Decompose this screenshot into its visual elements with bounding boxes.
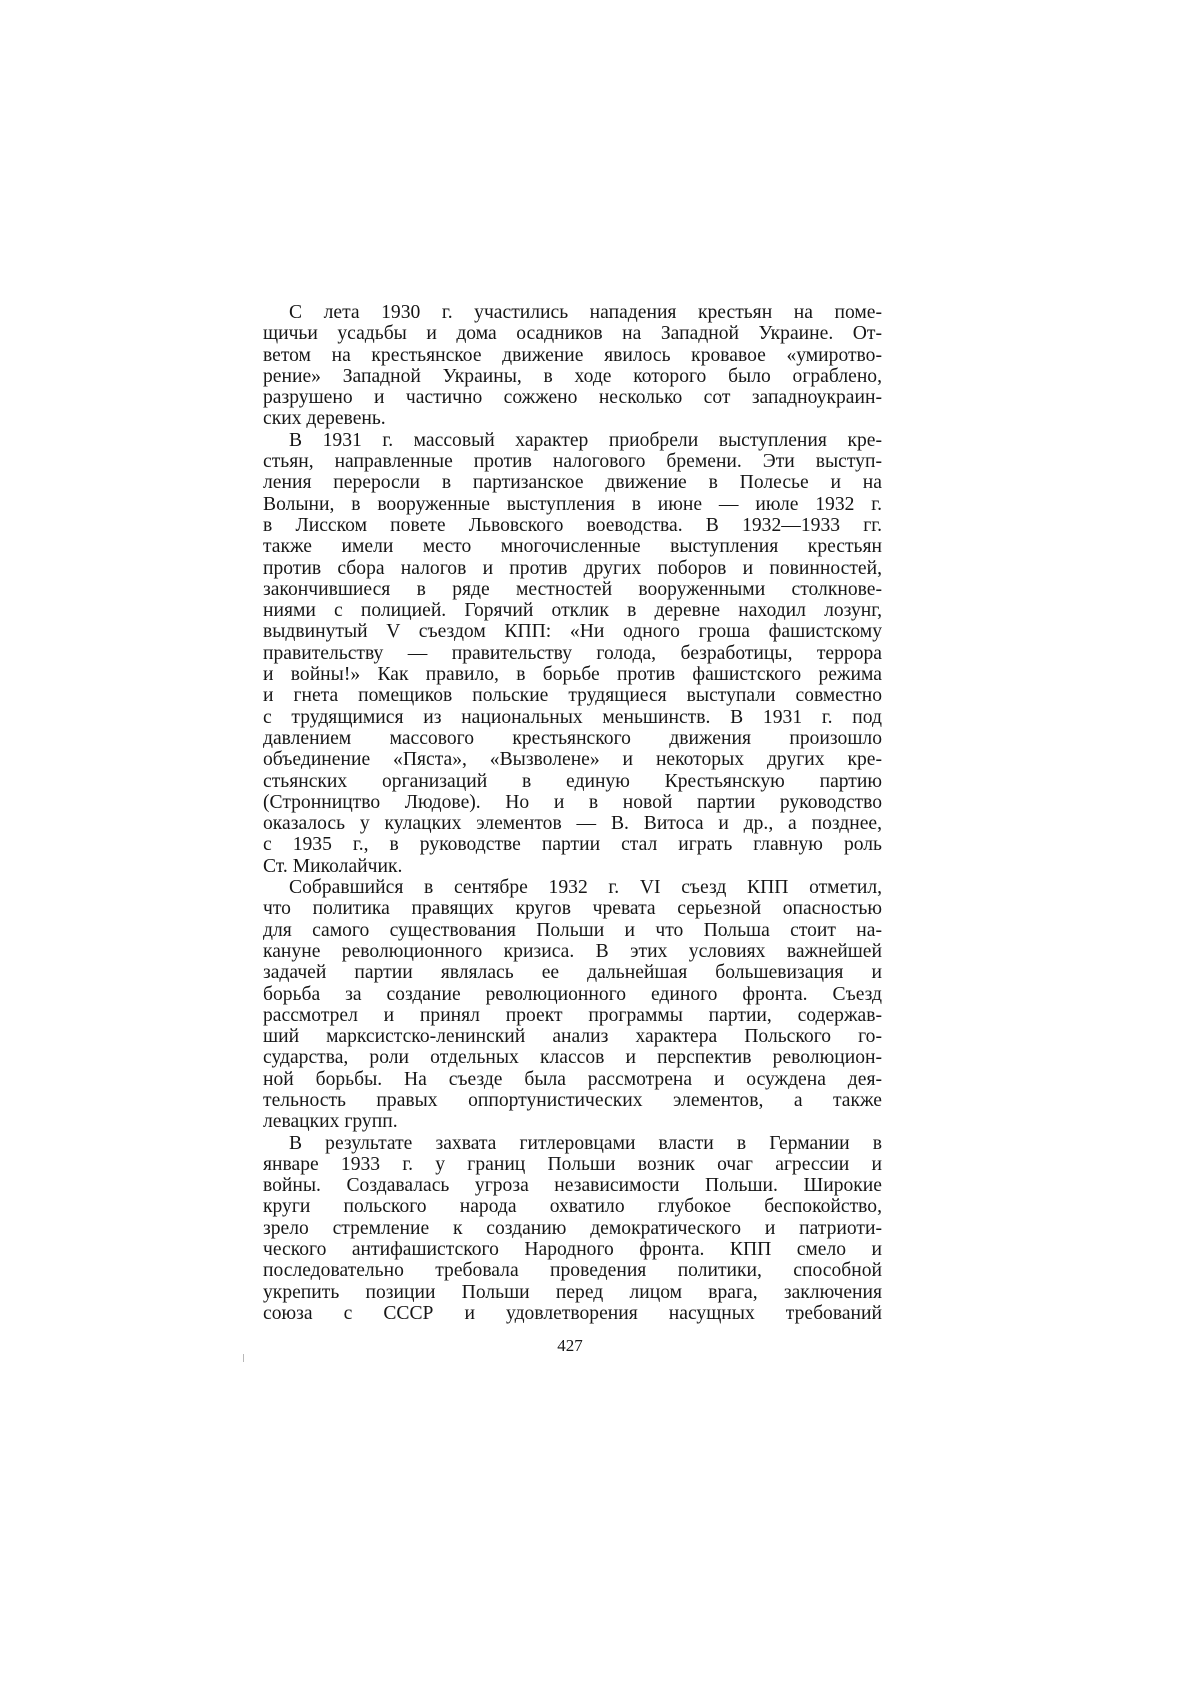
text-line: последовательно требовала проведения политики, способной (263, 1260, 882, 1282)
text-line: Собравшийся в сентябре 1932 г. VI съезд КПП отметил, (289, 877, 882, 899)
text-line: и войны!» Как правило, в борьбе против фашистского режима (263, 664, 882, 686)
text-line: ления переросли в партизанское движение в Полесье и на (263, 472, 882, 494)
text-line: войны. Создавалась угроза независимости Польши. Широкие (263, 1175, 882, 1197)
text-line: стьянских организаций в единую Крестьянскую партию (263, 770, 882, 792)
text-line: объединение «Пяста», «Вызволене» и некоторых других кре- (263, 749, 882, 771)
text-line: борьба за создание революционного единого фронта. Съезд (263, 983, 882, 1005)
text-line: разрушено и частично сожжено несколько сот западноукраин- (263, 387, 882, 409)
text-line: и гнета помещиков польские трудящиеся выступали совместно (263, 685, 882, 707)
text-line: С лета 1930 г. участились нападения крестьян на поме- (289, 302, 882, 323)
text-line: с 1935 г., в руководстве партии стал играть главную роль (263, 834, 882, 856)
text-line: рассмотрел и принял проект программы партии, содержав- (263, 1004, 882, 1026)
text-line: стьян, направленные против налогового бремени. Эти выступ- (263, 451, 882, 473)
text-line: что политика правящих кругов чревата серьезной опасностью (263, 898, 882, 920)
text-line: против сбора налогов и против других поборов и повинностей, (263, 557, 882, 579)
text-line: союза с СССР и удовлетворения насущных требований (263, 1302, 882, 1324)
text-line: сударства, роли отдельных классов и перспектив революцион- (263, 1047, 882, 1069)
text-line: для самого существования Польши и что Польша стоит на- (263, 919, 882, 941)
text-line: правительству — правительству голода, безработицы, террора (263, 642, 882, 664)
body-text (263, 302, 882, 1324)
page-number: 427 (557, 1336, 583, 1355)
text-line: В результате захвата гитлеровцами власти в Германии в (289, 1132, 882, 1154)
text-line: Волыни, в вооруженные выступления в июне — июле 1932 г. (263, 493, 882, 515)
text-line: (Стронництво Людове). Но и в новой партии руководство (263, 791, 882, 813)
text-line: ческого антифашистского Народного фронта. КПП смело и (263, 1239, 882, 1261)
text-line: щичьи усадьбы и дома осадников на Западной Украине. От- (263, 323, 882, 345)
text-line: зрело стремление к созданию демократического и патриоти- (263, 1217, 882, 1239)
text-line: в Лисском повете Львовского воеводства. В 1932—1933 гг. (263, 514, 882, 536)
text-line: Ст. Миколайчик. (263, 855, 403, 877)
text-line: ниями с полицией. Горячий отклик в деревне находил лозунг, (263, 600, 882, 622)
scan-speck (243, 1354, 244, 1362)
text-line: ший марксистско-ленинский анализ характера Польского го- (263, 1026, 882, 1048)
text-line: ветом на крестьянское движение явилось кровавое «умиротво- (263, 344, 882, 366)
text-line: ских деревень. (263, 408, 386, 430)
text-line: задачей партии являлась ее дальнейшая большевизация и (263, 962, 882, 984)
text-line: В 1931 г. массовый характер приобрели выступления кре- (289, 429, 882, 451)
text-line: давлением массового крестьянского движения произошло (263, 727, 882, 749)
text-line: кануне революционного кризиса. В этих условиях важнейшей (263, 940, 882, 962)
text-line: закончившиеся в ряде местностей вооруженными столкнове- (263, 578, 882, 600)
text-line: с трудящимися из национальных меньшинств. В 1931 г. под (263, 706, 882, 728)
text-line: укрепить позиции Польши перед лицом врага, заключения (263, 1281, 882, 1303)
text-line: левацких групп. (263, 1111, 398, 1133)
text-line: январе 1933 г. у границ Польши возник очаг агрессии и (263, 1153, 882, 1175)
text-line: круги польского народа охватило глубокое беспокойство, (263, 1196, 882, 1218)
text-line: ной борьбы. На съезде была рассмотрена и осуждена дея- (263, 1068, 882, 1090)
text-line: оказалось у кулацких элементов — В. Витоса и др., а позднее, (263, 813, 882, 835)
text-line: рение» Западной Украины, в ходе которого было ограблено, (263, 365, 882, 387)
text-line: тельность правых оппортунистических элементов, а также (263, 1089, 882, 1111)
text-line: также имели место многочисленные выступления крестьян (263, 536, 882, 558)
text-line: выдвинутый V съездом КПП: «Ни одного гроша фашистскому (263, 621, 882, 643)
